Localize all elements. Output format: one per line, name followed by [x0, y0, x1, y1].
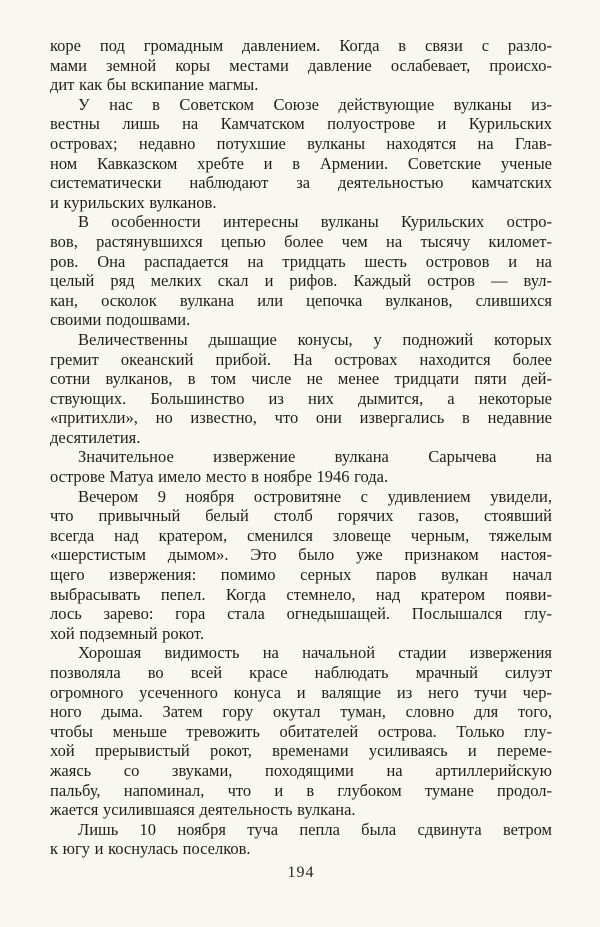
text-line: хой прерывистый рокот, временами усиливаясь и переме-: [50, 741, 552, 761]
text-line: десятилетия.: [50, 427, 141, 447]
text-line: всегда над кратером, сменился зловеще черным, тяжелым: [50, 525, 552, 545]
paragraph: [50, 95, 552, 213]
text-line: В особенности интересны вулканы Курильских остро-: [78, 212, 552, 232]
paragraph: [50, 36, 552, 95]
text-line: острове Матуа имело место в ноябре 1946 года.: [50, 467, 389, 487]
paragraph: [50, 643, 552, 819]
text-line: сотни вулканов, в том числе не менее тридцати пяти дей-: [50, 369, 552, 389]
text-line: чтобы меньше тревожить обитателей острова. Только глу-: [50, 721, 552, 741]
paragraph: [50, 447, 552, 486]
text-line: вов, растянувшихся цепью более чем на тысячу километ-: [50, 231, 552, 251]
text-line: огромного усеченного конуса и валящие из него тучи чер-: [50, 682, 552, 702]
text-line: «притихли», но известно, что они извергались в недавние: [50, 408, 552, 428]
text-line: хой подземный рокот.: [50, 623, 204, 643]
text-line: лось зарево: гора стала огнедышащей. Послышался глу-: [50, 604, 552, 624]
text-line: систематически наблюдают за деятельностью камчатских: [50, 173, 552, 193]
text-line: позволяла во всей красе наблюдать мрачный силуэт: [50, 663, 552, 682]
text-line: Вечером 9 ноября островитяне с удивлением увидели,: [78, 486, 552, 506]
text-line: целый ряд мелких скал и рифов. Каждый остров — вул-: [50, 271, 552, 291]
text-line: ном Кавказском хребте и в Армении. Советские ученые: [50, 153, 552, 173]
text-line: дит как бы вскипание магмы.: [50, 75, 259, 95]
paragraph: [50, 330, 552, 448]
text-line: коре под громадным давлением. Когда в связи с разло-: [50, 36, 552, 55]
text-line: гремит океанский прибой. На островах находится более: [50, 349, 552, 369]
text-line: вестны лишь на Камчатском полуострове и Курильских: [50, 114, 552, 134]
text-line: выбрасывать пепел. Когда стемнело, над кратером появи-: [50, 584, 552, 604]
text-line: пальбу, напоминал, что и в глубоком тумане продол-: [50, 780, 552, 800]
text-line: жаясь со звуками, походящими на артиллерийскую: [50, 760, 552, 780]
text-line: к югу и коснулась поселков.: [50, 839, 251, 859]
text-line: ствующих. Большинство из них дымится, а некоторые: [50, 388, 552, 408]
paragraph: [50, 820, 552, 859]
text-line: щего извержения: помимо серных паров вулкан начал: [50, 565, 552, 585]
text-line: мами земной коры местами давление ослабевает, происхо-: [50, 55, 552, 75]
text-block: [50, 36, 552, 859]
page-number: 194: [287, 863, 315, 881]
text-line: островах; недавно потухшие вулканы находятся на Глав-: [50, 133, 552, 153]
text-line: Лишь 10 ноября туча пепла была сдвинута ветром: [78, 819, 552, 839]
text-line: своими подошвами.: [50, 310, 191, 330]
text-line: кан, осколок вулкана или цепочка вулканов, слившихся: [50, 290, 552, 310]
text-line: Величественны дышащие конусы, у подножий которых: [78, 329, 552, 349]
text-line: ного дыма. Затем гору окутал туман, словно для того,: [50, 702, 552, 722]
text-line: что привычный белый столб горячих газов, стоявший: [50, 506, 552, 526]
paragraph: [50, 212, 552, 330]
text-line: У нас в Советском Союзе действующие вулканы из-: [78, 94, 552, 114]
text-line: Значительное извержение вулкана Сарычева на: [78, 447, 552, 467]
text-line: «шерстистым дымом». Это было уже признаком настоя-: [50, 545, 552, 565]
paragraph: [50, 487, 552, 644]
text-line: Хорошая видимость на начальной стадии извержения: [78, 643, 552, 663]
text-line: жается усилившаяся деятельность вулкана.: [50, 800, 356, 820]
text-line: ров. Она распадается на тридцать шесть островов и на: [50, 251, 552, 271]
text-line: и курильских вулканов.: [50, 192, 217, 212]
